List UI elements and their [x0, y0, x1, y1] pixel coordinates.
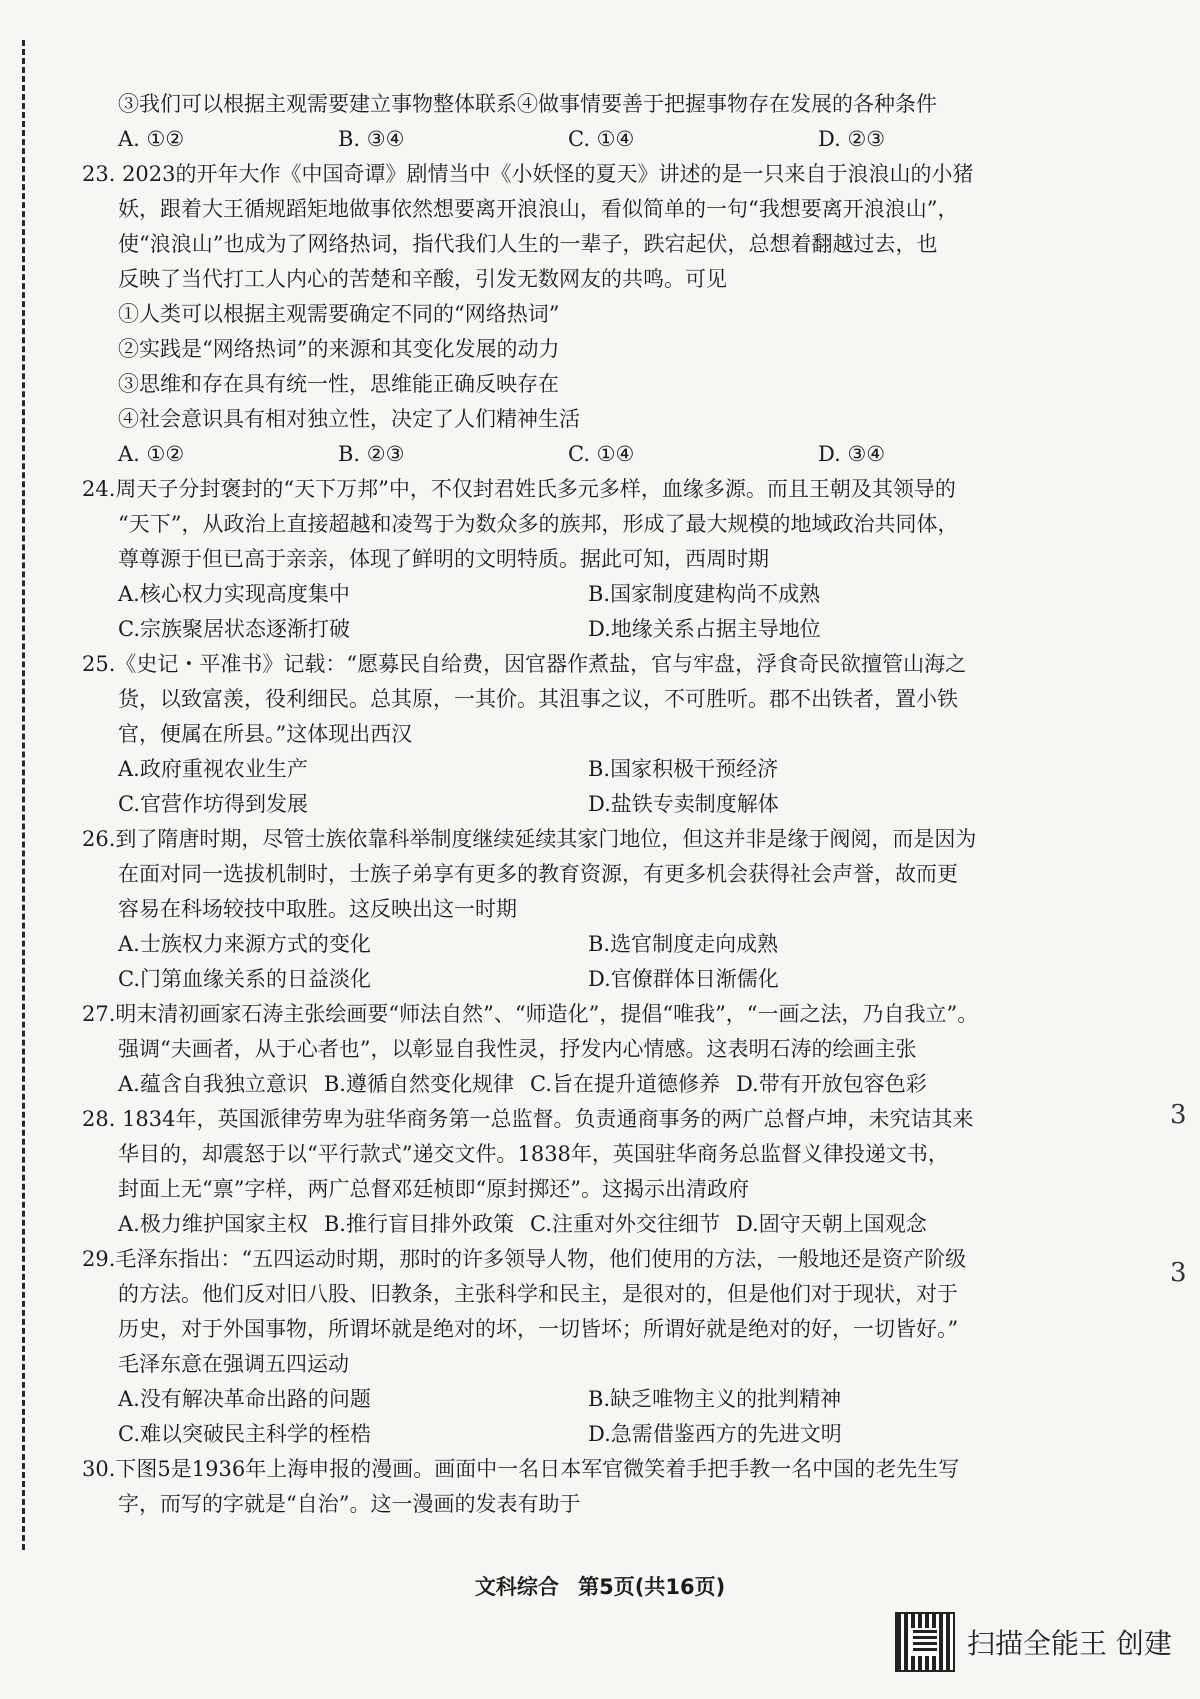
option-b: B. ②③ — [338, 442, 405, 466]
option-d: D. ②③ — [818, 127, 886, 151]
page-footer — [0, 1571, 1200, 1601]
question-27: 27.明末清初画家石涛主张绘画要“师法自然”、“师造化”，提倡“唯我”，“一画之法，乃自我立”。 — [82, 1002, 979, 1026]
option-a: A.极力维护国家主权 — [118, 1212, 308, 1236]
scanner-watermark — [895, 1612, 1172, 1672]
option-d: D.固守天朝上国观念 — [735, 1212, 927, 1236]
option-d: D. ③④ — [818, 442, 886, 466]
question-25: 25.《史记・平准书》记载：“愿募民自给费，因官器作煮盐，官与牢盘，浮食奇民欲擅管山海之 — [82, 652, 967, 676]
exam-content — [82, 87, 1122, 1522]
option-a: A.政府重视农业生产 — [118, 757, 308, 781]
question-text: 官，便属在所县。”这体现出西汉 — [118, 722, 413, 746]
answer-options-q26 — [82, 962, 1122, 997]
option-c: C.难以突破民主科学的桎梏 — [118, 1422, 371, 1446]
option-d: D.急需借鉴西方的先进文明 — [588, 1422, 842, 1446]
option-c: C.宗族聚居状态逐渐打破 — [118, 617, 350, 641]
option-d: D.官僚群体日渐儒化 — [588, 967, 779, 991]
option-b: B.推行盲目排外政策 — [323, 1212, 514, 1236]
option-a: A. ①② — [118, 127, 185, 151]
margin-mark: 3 — [1170, 1100, 1187, 1130]
option-statement: ①人类可以根据主观需要确定不同的“网络热词” — [118, 302, 560, 326]
question-text: 尊尊源于但已高于亲亲，体现了鲜明的文明特质。据此可知，西周时期 — [118, 547, 769, 571]
answer-options-q22 — [82, 122, 1122, 157]
option-b: B.国家制度建构尚不成熟 — [588, 582, 821, 606]
option-b: B.缺乏唯物主义的批判精神 — [588, 1387, 842, 1411]
answer-options-q25 — [82, 752, 1122, 787]
option-d: D.盐铁专卖制度解体 — [588, 792, 779, 816]
question-text: 妖，跟着大王循规蹈矩地做事依然想要离开浪浪山，看似简单的一句“我想要离开浪浪山”， — [118, 197, 959, 221]
option-a: A.蕴含自我独立意识 — [118, 1072, 308, 1096]
option-c: C. ①④ — [568, 442, 635, 466]
option-c: C.门第血缘关系的日益淡化 — [118, 967, 371, 991]
option-a: A. ①② — [118, 442, 185, 466]
question-text: 反映了当代打工人内心的苦楚和辛酸，引发无数网友的共鸣。可见 — [118, 267, 727, 291]
question-text: 货，以致富羡，役利细民。总其原，一其价。其沮事之议，不可胜听。郡不出铁者，置小铁 — [118, 687, 958, 711]
question-text: “天下”，从政治上直接超越和凌驾于为数众多的族邦，形成了最大规模的地域政治共同体， — [118, 512, 959, 536]
answer-options-q29 — [82, 1382, 1122, 1417]
answer-options-q24 — [82, 612, 1122, 647]
qr-code-icon — [895, 1612, 955, 1672]
question-24: 24.周天子分封褒封的“天下万邦”中，不仅封君姓氏多元多样，血缘多源。而且王朝及其领导的 — [82, 477, 956, 501]
footer-subject: 文科综合 — [474, 1575, 559, 1599]
option-a: A.核心权力实现高度集中 — [118, 582, 350, 606]
binding-dashed-line — [22, 40, 25, 1550]
option-a: A.士族权力来源方式的变化 — [118, 932, 371, 956]
option-d: D.带有开放包容色彩 — [735, 1072, 927, 1096]
option-a: A.没有解决革命出路的问题 — [118, 1387, 371, 1411]
scanner-watermark-text: 扫描全能王 创建 — [967, 1627, 1172, 1660]
option-c: C.注重对外交往细节 — [529, 1212, 720, 1236]
option-c: C.旨在提升道德修养 — [529, 1072, 720, 1096]
option-b: B.国家积极干预经济 — [588, 757, 779, 781]
question-text: 华目的，却震怒于以“平行款式”递交文件。1838年，英国驻华商务总监督义律投递文书， — [118, 1142, 949, 1166]
option-statement: ②实践是“网络热词”的来源和其变化发展的动力 — [118, 337, 560, 361]
option-b: B.遵循自然变化规律 — [323, 1072, 514, 1096]
answer-options-q24 — [82, 577, 1122, 612]
question-28: 28. 1834年，英国派律劳卑为驻华商务第一总监督。负责通商事务的两广总督卢坤，未究诘其来 — [82, 1107, 974, 1131]
question-text: 封面上无“禀”字样，两广总督邓廷桢即“原封掷还”。这揭示出清政府 — [118, 1177, 749, 1201]
answer-options-q29 — [82, 1417, 1122, 1452]
question-29: 29.毛泽东指出：“五四运动时期，那时的许多领导人物，他们使用的方法，一般地还是资产阶级 — [82, 1247, 967, 1271]
question-text: 强调“夫画者，从于心者也”，以彰显自我性灵，抒发内心情感。这表明石涛的绘画主张 — [118, 1037, 917, 1061]
option-statement: ④社会意识具有相对独立性，决定了人们精神生活 — [118, 407, 580, 431]
option-c: C.官营作坊得到发展 — [118, 792, 308, 816]
footer-page-number: 第5页(共16页) — [578, 1575, 726, 1599]
question-text: 使“浪浪山”也成为了网络热词，指代我们人生的一辈子，跌宕起伏，总想着翻越过去，也 — [118, 232, 938, 256]
answer-options-q27 — [82, 1067, 1122, 1102]
question-30: 30.下图5是1936年上海申报的漫画。画面中一名日本军官微笑着手把手教一名中国的老先生写 — [82, 1457, 960, 1481]
answer-options-q26 — [82, 927, 1122, 962]
question-text: 的方法。他们反对旧八股、旧教条，主张科学和民主，是很对的，但是他们对于现状，对于 — [118, 1282, 958, 1306]
question-text: 容易在科场较技中取胜。这反映出这一时期 — [118, 897, 517, 921]
answer-options-q25 — [82, 787, 1122, 822]
option-d: D.地缘关系占据主导地位 — [588, 617, 821, 641]
question-text: 毛泽东意在强调五四运动 — [118, 1352, 349, 1376]
option-statement: ③思维和存在具有统一性，思维能正确反映存在 — [118, 372, 559, 396]
option-b: B.选官制度走向成熟 — [588, 932, 779, 956]
question-text: 在面对同一选拔机制时，士族子弟享有更多的教育资源，有更多机会获得社会声誉，故而更 — [118, 862, 958, 886]
answer-options-q28 — [82, 1207, 1122, 1242]
answer-options-q23 — [82, 437, 1122, 472]
question-26: 26.到了隋唐时期，尽管士族依靠科举制度继续延续其家门地位，但这并非是缘于阀阅，而是因为 — [82, 827, 977, 851]
option-statement: ③我们可以根据主观需要建立事物整体联系④做事情要善于把握事物存在发展的各种条件 — [118, 92, 937, 116]
option-b: B. ③④ — [338, 127, 405, 151]
question-text: 历史，对于外国事物，所谓坏就是绝对的坏，一切皆坏；所谓好就是绝对的好，一切皆好。” — [118, 1317, 959, 1341]
question-23: 23. 2023的开年大作《中国奇谭》剧情当中《小妖怪的夏天》讲述的是一只来自于浪浪山的小猪 — [82, 162, 974, 186]
option-c: C. ①④ — [568, 127, 635, 151]
question-text: 字，而写的字就是“自治”。这一漫画的发表有助于 — [118, 1492, 581, 1516]
margin-mark: 3 — [1170, 1258, 1187, 1288]
